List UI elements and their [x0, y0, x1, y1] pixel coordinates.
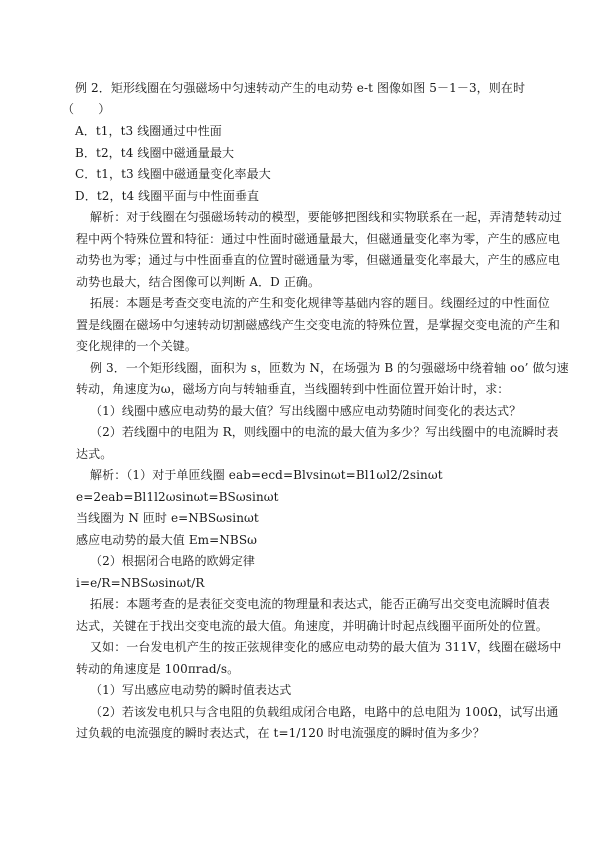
example3-formula: e=2eab=Bl1l2ωsinωt=BSωsinωt	[76, 490, 279, 504]
option-b: B．t2，t4 线圈中磁通量最大	[75, 146, 235, 160]
option-d: D．t2，t4 线圈平面与中性面垂直	[75, 189, 260, 203]
example2-question: 例 2．矩形线圈在匀强磁场中匀速转动产生的电动势 e-t 图像如图 5－1－3，则在时	[75, 81, 526, 95]
example2-analysis-line: 动势也最大，结合图像可以判断 A．D 正确。	[76, 275, 321, 289]
option-c: C．t1，t3 线圈中磁通量变化率最大	[75, 167, 271, 181]
example2-analysis-line: 解析：对于线圈在匀强磁场转动的模型，要能够把图线和实物联系在一起，弄清楚转动过	[90, 210, 562, 224]
example3-formula: i=e/R=NBSωsinωt/R	[76, 576, 205, 590]
example3-formula: 感应电动势的最大值 Em=NBSω	[76, 533, 258, 547]
another-part2-line: 过负载的电流强度的瞬时表达式，在 t=1/120 时电流强度的瞬时值为多少？	[76, 726, 485, 740]
example3-extension-line: 拓展：本题考查的是表征交变电流的物理量和表达式，能否正确写出交变电流瞬时值表	[90, 597, 550, 611]
example3-part1: （1）线圈中感应电动势的最大值？写出线圈中感应电动势随时间变化的表达式？	[90, 404, 522, 418]
answer-blank: （ ）	[62, 102, 111, 116]
example3-analysis-line: （2）根据闭合电路的欧姆定律	[90, 554, 256, 568]
example3-formula: 当线圈为 N 匝时 e=NBSωsinωt	[76, 511, 259, 525]
example3-part2-line: （2）若线圈中的电阻为 R，则线圈中的电流的最大值为多少？写出线圈中的电流瞬时表	[90, 425, 559, 439]
option-a: A．t1，t3 线圈通过中性面	[75, 124, 222, 138]
another-example-line: 转动的角速度是 100πrad/s。	[76, 662, 240, 676]
example2-analysis-line: 动势也为零；通过与中性面垂直的位置时磁通量为零，但磁通量变化率最大，产生的感应电	[76, 253, 561, 267]
example3-question-line: 例 3．一个矩形线圈，面积为 s，匝数为 N，在场强为 B 的匀强磁场中绕着轴 oo’ 做匀速	[90, 361, 569, 375]
another-part2-line: （2）若该发电机只与含电阻的负载组成闭合电路，电路中的总电阻为 100Ω，试写出通	[90, 705, 559, 719]
example3-analysis-line: 解析：（1）对于单匝线圈 eab=ecd=Blvsinωt=Bl1ωl2/2sinωt	[90, 468, 443, 482]
example2-extension-line: 置是线圈在磁场中匀速转动切割磁感线产生交变电流的特殊位置，是掌握交变电流的产生和	[76, 318, 561, 332]
example3-part2-line: 达式。	[76, 447, 113, 461]
example3-extension-line: 达式，关键在于找出交变电流的最大值。角速度，并明确计时起点线圈平面所处的位置。	[76, 619, 548, 633]
example2-extension-line: 拓展：本题是考查交变电流的产生和变化规律等基础内容的题目。线圈经过的中性面位	[90, 296, 550, 310]
example2-extension-line: 变化规律的一个关键。	[76, 339, 198, 353]
example3-question-line: 转动，角速度为ω，磁场方向与转轴垂直，当线圈转到中性面位置开始计时，求：	[76, 382, 510, 396]
another-example-line: 又如：一台发电机产生的按正弦规律变化的感应电动势的最大值为 311V，线圈在磁场中	[90, 640, 562, 654]
example2-analysis-line: 程中两个特殊位置和特征：通过中性面时磁通量最大，但磁通量变化率为零，产生的感应电	[76, 232, 561, 246]
another-part1: （1）写出感应电动势的瞬时值表达式	[90, 683, 292, 697]
